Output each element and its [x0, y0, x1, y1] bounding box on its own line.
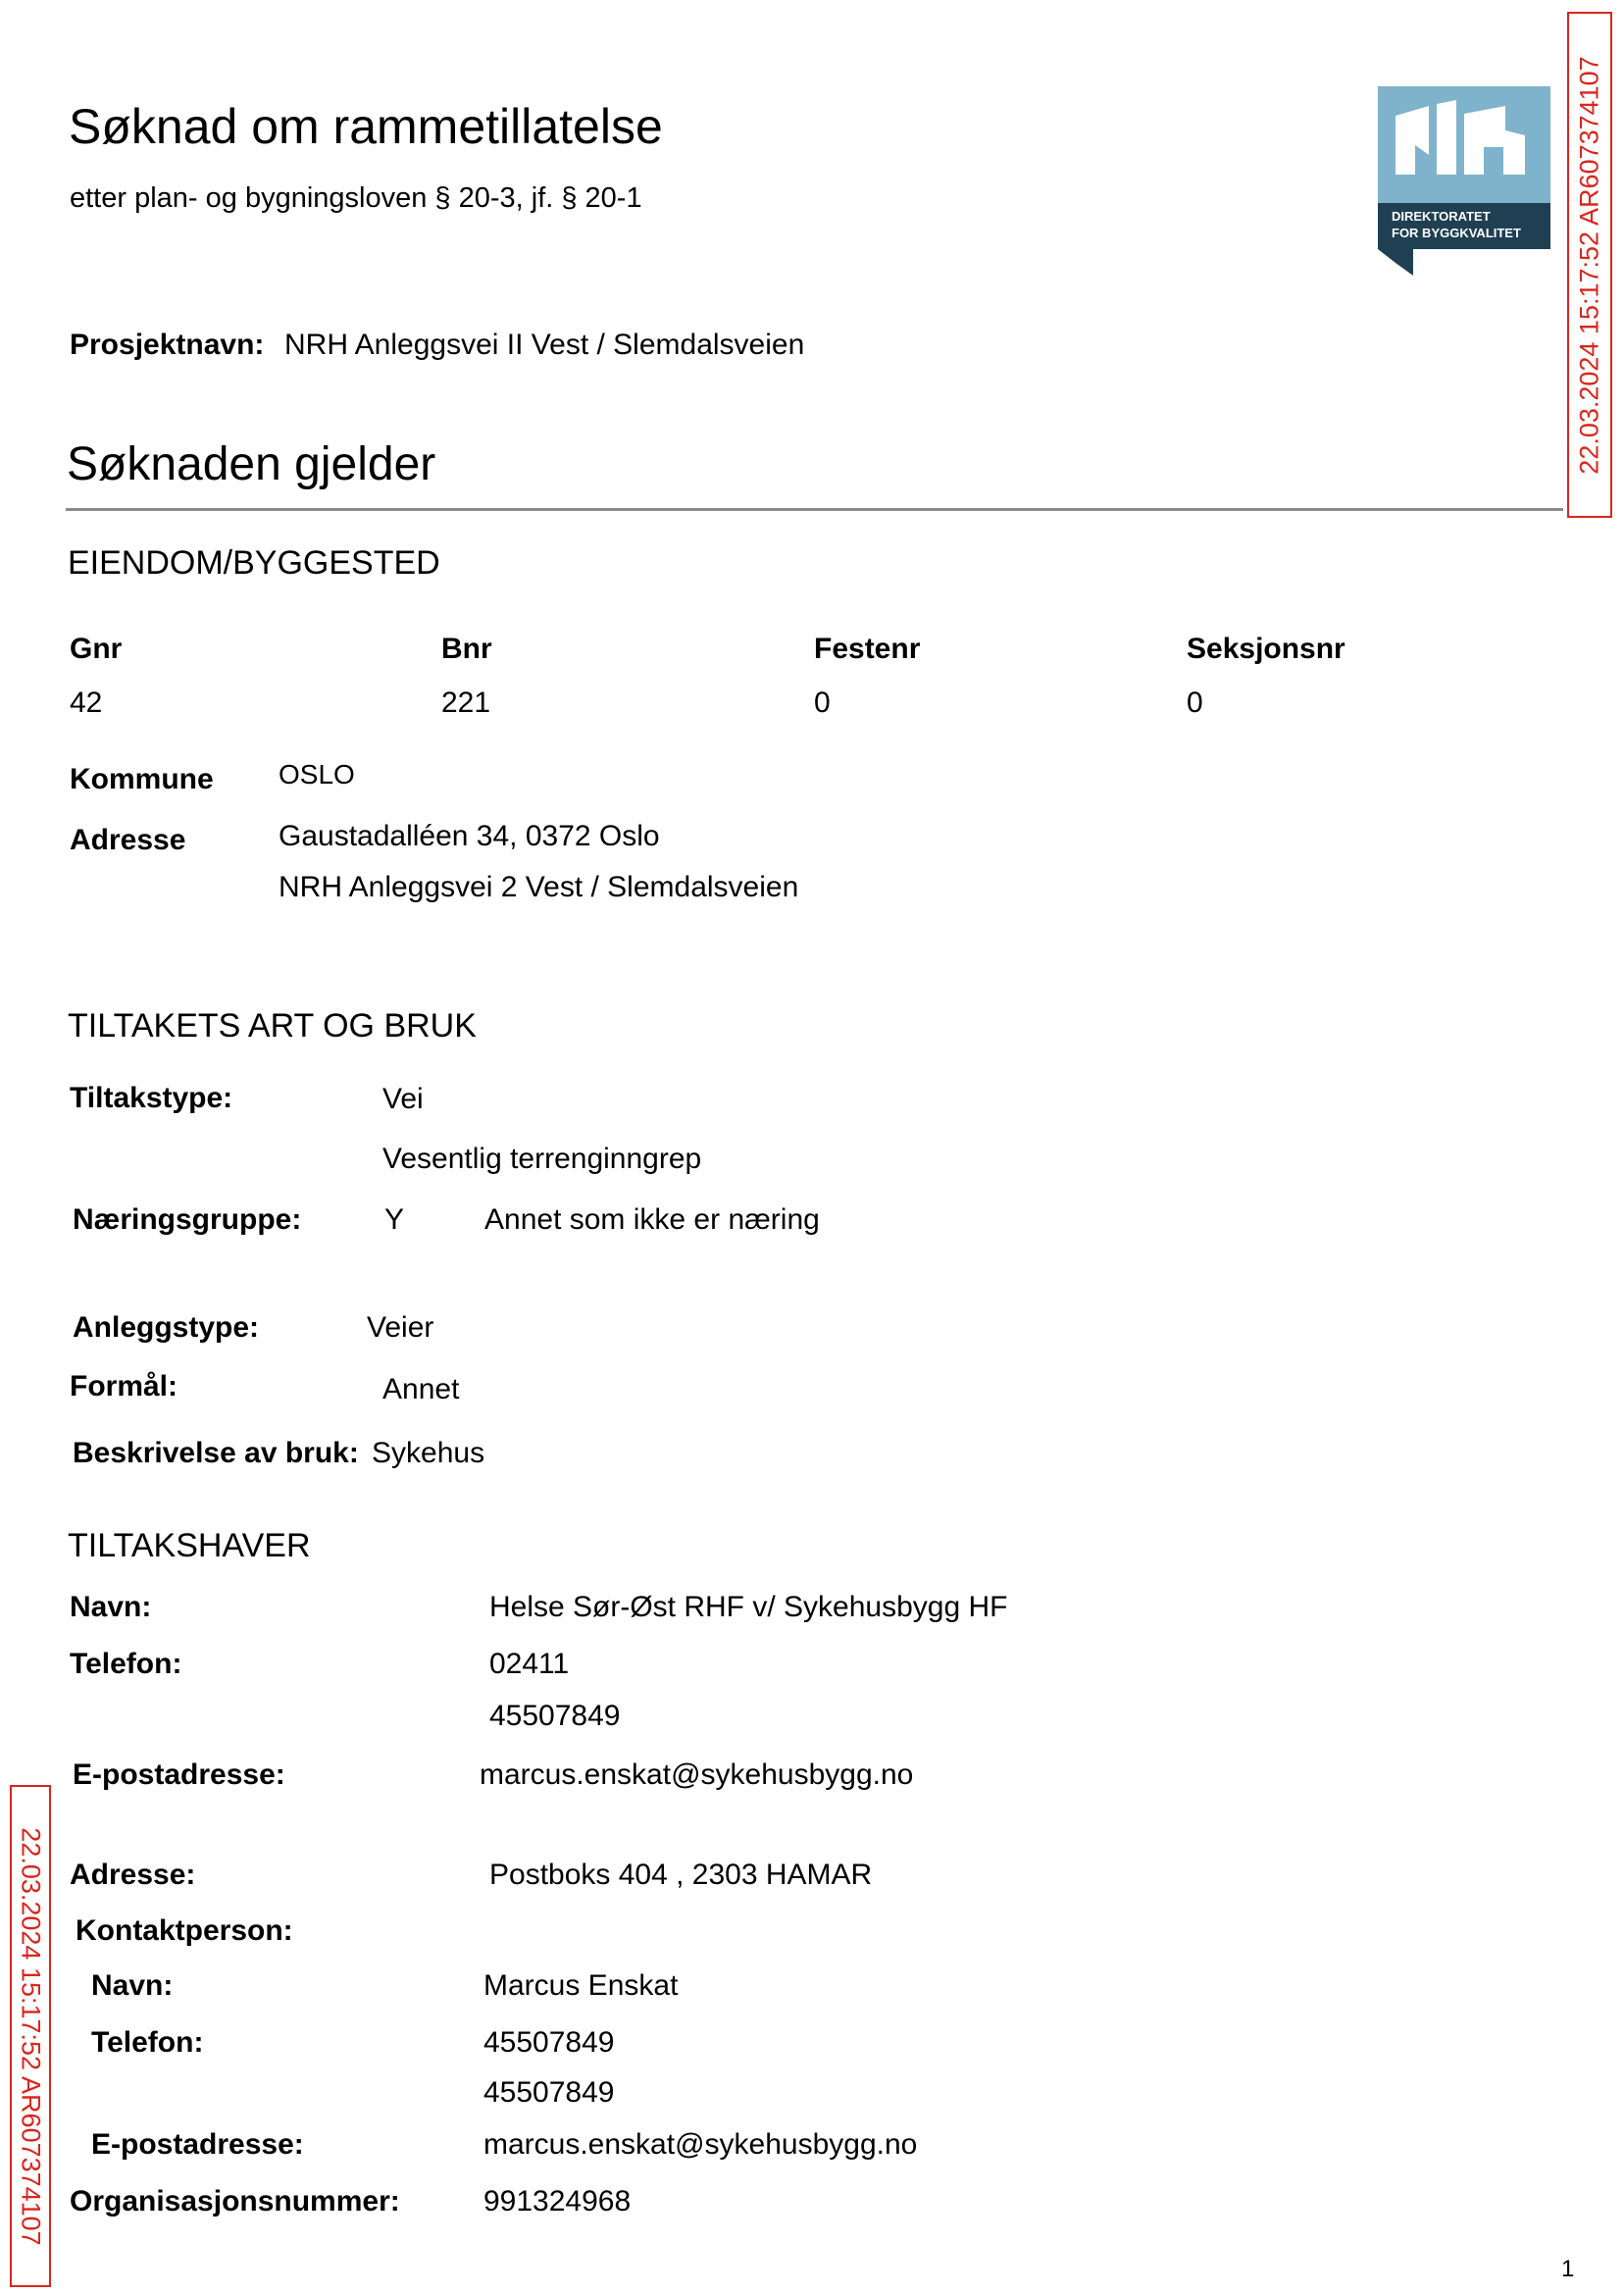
naeringsgruppe-code: Y — [384, 1203, 405, 1236]
kommune-label: Kommune — [70, 763, 214, 795]
orgnr-label: Organisasjonsnummer: — [70, 2185, 400, 2218]
tiltakshaver-heading: TILTAKSHAVER — [68, 1527, 311, 1564]
dibk-logo — [1378, 86, 1550, 276]
orgnr-value: 991324968 — [483, 2185, 632, 2218]
logo-text-line2: FOR BYGGKVALITET — [1392, 226, 1521, 240]
kommune-value: OSLO — [279, 759, 355, 790]
th-adresse-value: Postboks 404 , 2303 HAMAR — [489, 1859, 873, 1891]
col-bnr: Bnr — [441, 633, 492, 665]
th-telefon-2: 45507849 — [489, 1700, 621, 1732]
kp-telefon-2: 45507849 — [483, 2076, 615, 2109]
kp-epost-label: E-postadresse: — [91, 2128, 304, 2161]
adresse-line-1: Gaustadalléen 34, 0372 Oslo — [279, 820, 660, 852]
value-seksjonsnr: 0 — [1187, 687, 1203, 719]
kp-telefon-label: Telefon: — [91, 2026, 204, 2059]
adresse-line-2: NRH Anleggsvei 2 Vest / Slemdalsveien — [279, 871, 799, 903]
dibk-logo-icon — [1378, 86, 1550, 276]
stamp-left-text: 22.03.2024 15:17:52 AR607374107 — [16, 1826, 46, 2246]
th-epost-label: E-postadresse: — [73, 1759, 285, 1791]
page-title: Søknad om rammetillatelse — [69, 99, 663, 154]
kp-navn-label: Navn: — [91, 1969, 174, 2002]
anleggstype-label: Anleggstype: — [73, 1311, 260, 1344]
stamp-right-text: 22.03.2024 15:17:52 AR607374107 — [1574, 55, 1604, 475]
naeringsgruppe-text: Annet som ikke er næring — [484, 1203, 820, 1236]
section-heading: Søknaden gjelder — [67, 438, 436, 490]
timestamp-stamp-right — [1567, 12, 1612, 518]
th-adresse-label: Adresse: — [70, 1859, 196, 1891]
th-navn-label: Navn: — [70, 1591, 152, 1623]
value-bnr: 221 — [441, 687, 491, 719]
value-gnr: 42 — [70, 687, 103, 719]
th-navn-value: Helse Sør-Øst RHF v/ Sykehusbygg HF — [489, 1591, 1008, 1623]
tiltak-heading: TILTAKETS ART OG BRUK — [68, 1007, 477, 1045]
col-seksjonsnr: Seksjonsnr — [1187, 633, 1345, 665]
col-festenr: Festenr — [814, 633, 921, 665]
beskrivelse-label: Beskrivelse av bruk: — [73, 1437, 359, 1469]
kontaktperson-label: Kontaktperson: — [76, 1914, 293, 1947]
tiltakstype-value-1: Vei — [382, 1083, 424, 1115]
formal-value: Annet — [382, 1373, 460, 1405]
kp-epost-value: marcus.enskat@sykehusbygg.no — [483, 2128, 918, 2161]
kp-telefon-1: 45507849 — [483, 2026, 615, 2059]
naeringsgruppe-label: Næringsgruppe: — [73, 1203, 302, 1236]
timestamp-stamp-left — [10, 1785, 51, 2287]
th-telefon-1: 02411 — [489, 1648, 570, 1680]
formal-label: Formål: — [70, 1370, 178, 1402]
th-telefon-label: Telefon: — [70, 1648, 182, 1680]
beskrivelse-value: Sykehus — [372, 1437, 485, 1469]
project-value: NRH Anleggsvei II Vest / Slemdalsveien — [284, 329, 805, 361]
col-gnr: Gnr — [70, 633, 123, 665]
page-number: 1 — [1561, 2256, 1575, 2282]
section-divider — [66, 508, 1563, 511]
anleggstype-value: Veier — [367, 1311, 434, 1344]
th-epost-value: marcus.enskat@sykehusbygg.no — [480, 1759, 914, 1791]
value-festenr: 0 — [814, 687, 831, 719]
page-subtitle: etter plan- og bygningsloven § 20-3, jf. § 20-1 — [70, 182, 642, 214]
adresse-label: Adresse — [70, 824, 186, 856]
logo-text-line1: DIREKTORATET — [1392, 209, 1491, 224]
eiendom-heading: EIENDOM/BYGGESTED — [68, 544, 440, 582]
tiltakstype-value-2: Vesentlig terrenginngrep — [382, 1143, 702, 1175]
tiltakstype-label: Tiltakstype: — [70, 1082, 233, 1114]
kp-navn-value: Marcus Enskat — [483, 1969, 679, 2002]
project-label: Prosjektnavn: — [70, 329, 265, 361]
